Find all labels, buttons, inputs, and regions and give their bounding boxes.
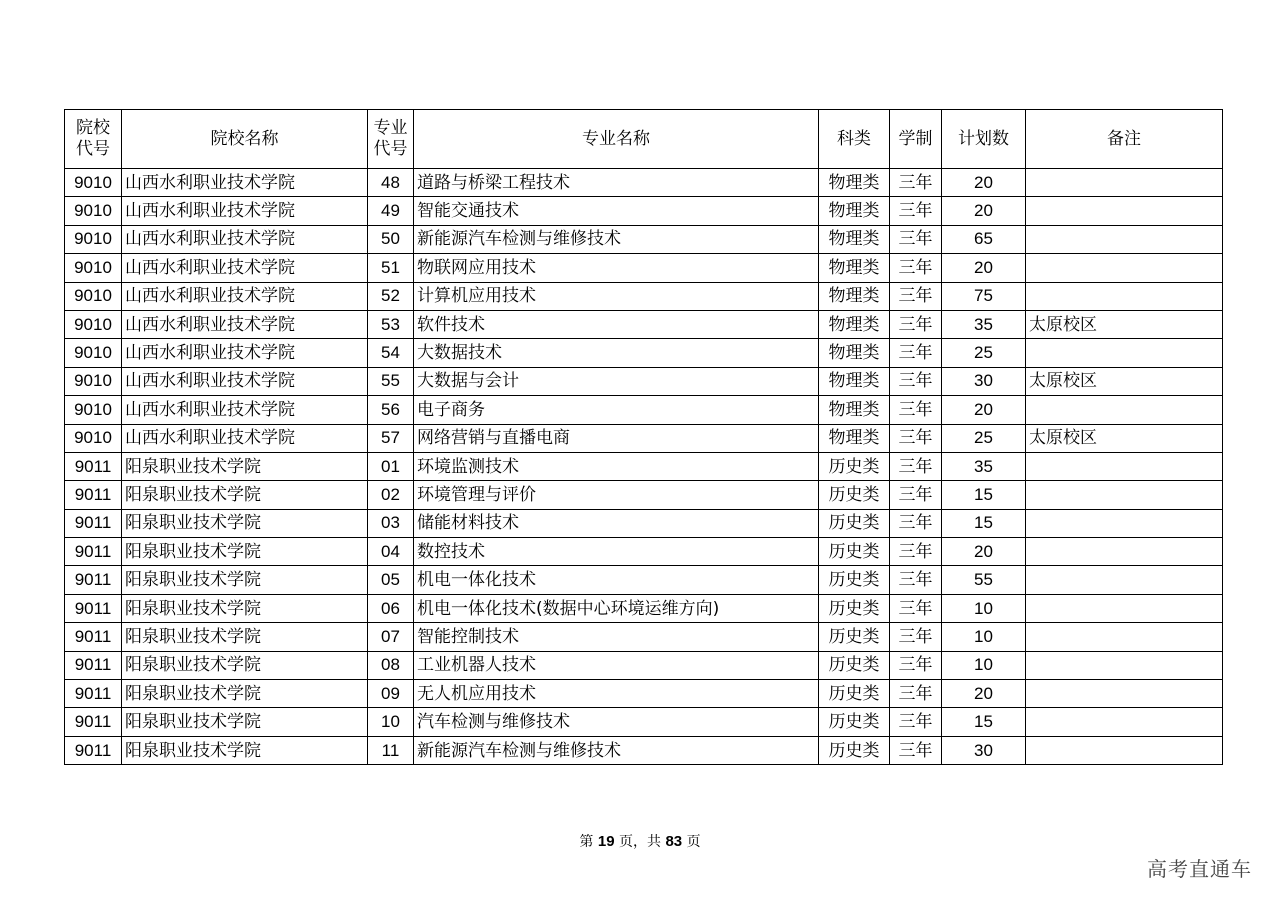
cell-school-code: 9011 [65,708,122,736]
header-duration: 学制 [890,110,942,169]
cell-major-code: 03 [368,509,414,537]
table-row [65,566,1223,594]
cell-school-name: 阳泉职业技术学院 [122,651,368,679]
cell-school-code: 9011 [65,452,122,480]
cell-duration: 三年 [890,623,942,651]
cell-major-code: 09 [368,680,414,708]
cell-school-name: 山西水利职业技术学院 [122,396,368,424]
header-major-code-line2: 代号 [373,139,408,159]
cell-category: 物理类 [819,169,890,197]
cell-major-name: 储能材料技术 [414,509,819,537]
cell-duration: 三年 [890,424,942,452]
cell-category: 物理类 [819,396,890,424]
cell-remarks [1026,169,1223,197]
cell-category: 历史类 [819,736,890,764]
cell-school-code: 9010 [65,310,122,338]
cell-major-name: 智能交通技术 [414,197,819,225]
cell-school-name: 阳泉职业技术学院 [122,680,368,708]
cell-duration: 三年 [890,452,942,480]
cell-major-code: 08 [368,651,414,679]
table-row [65,424,1223,452]
cell-major-code: 01 [368,452,414,480]
cell-duration: 三年 [890,594,942,622]
cell-plan-count: 25 [942,424,1026,452]
cell-school-code: 9011 [65,481,122,509]
cell-major-name: 机电一体化技术 [414,566,819,594]
header-school-name: 院校名称 [122,110,368,169]
cell-school-name: 阳泉职业技术学院 [122,736,368,764]
cell-school-name: 阳泉职业技术学院 [122,708,368,736]
table-row [65,708,1223,736]
cell-school-code: 9011 [65,680,122,708]
cell-category: 物理类 [819,254,890,282]
table-row [65,680,1223,708]
cell-school-code: 9011 [65,623,122,651]
header-plan-count: 计划数 [942,110,1026,169]
cell-duration: 三年 [890,197,942,225]
cell-school-name: 阳泉职业技术学院 [122,594,368,622]
cell-remarks [1026,736,1223,764]
cell-duration: 三年 [890,169,942,197]
table-row [65,623,1223,651]
table-row [65,481,1223,509]
page-footer [0,831,1280,851]
cell-school-name: 山西水利职业技术学院 [122,282,368,310]
cell-school-name: 山西水利职业技术学院 [122,225,368,253]
cell-category: 物理类 [819,197,890,225]
cell-plan-count: 75 [942,282,1026,310]
cell-plan-count: 20 [942,396,1026,424]
cell-category: 历史类 [819,566,890,594]
cell-category: 历史类 [819,623,890,651]
header-major-code-line1: 专业 [373,118,408,138]
cell-category: 物理类 [819,424,890,452]
cell-major-name: 智能控制技术 [414,623,819,651]
admission-plan-table [64,109,1223,765]
cell-plan-count: 35 [942,452,1026,480]
cell-category: 物理类 [819,225,890,253]
cell-category: 物理类 [819,310,890,338]
cell-school-name: 阳泉职业技术学院 [122,481,368,509]
cell-major-code: 05 [368,566,414,594]
cell-plan-count: 15 [942,708,1026,736]
header-school-code-line1: 院校 [76,118,110,138]
table-row [65,651,1223,679]
cell-major-code: 57 [368,424,414,452]
cell-duration: 三年 [890,680,942,708]
cell-category: 物理类 [819,367,890,395]
cell-major-code: 48 [368,169,414,197]
cell-category: 历史类 [819,481,890,509]
table-row [65,339,1223,367]
cell-plan-count: 20 [942,680,1026,708]
cell-school-name: 山西水利职业技术学院 [122,169,368,197]
cell-school-code: 9011 [65,538,122,566]
cell-school-code: 9011 [65,594,122,622]
cell-school-name: 山西水利职业技术学院 [122,254,368,282]
cell-major-name: 道路与桥梁工程技术 [414,169,819,197]
cell-major-name: 无人机应用技术 [414,680,819,708]
cell-major-name: 新能源汽车检测与维修技术 [414,736,819,764]
footer-prefix: 第 [579,834,598,850]
cell-major-code: 49 [368,197,414,225]
cell-plan-count: 10 [942,594,1026,622]
cell-category: 历史类 [819,594,890,622]
cell-plan-count: 10 [942,623,1026,651]
header-row [65,110,1223,169]
cell-school-code: 9011 [65,509,122,537]
cell-major-name: 环境监测技术 [414,452,819,480]
cell-major-code: 02 [368,481,414,509]
cell-school-code: 9010 [65,197,122,225]
cell-school-name: 山西水利职业技术学院 [122,367,368,395]
cell-school-code: 9011 [65,651,122,679]
header-major-code [368,110,414,169]
cell-remarks [1026,566,1223,594]
cell-category: 历史类 [819,651,890,679]
header-remarks: 备注 [1026,110,1223,169]
cell-school-code: 9011 [65,566,122,594]
cell-major-code: 06 [368,594,414,622]
cell-duration: 三年 [890,538,942,566]
cell-remarks: 太原校区 [1026,310,1223,338]
cell-school-name: 阳泉职业技术学院 [122,538,368,566]
cell-category: 历史类 [819,680,890,708]
cell-major-name: 工业机器人技术 [414,651,819,679]
cell-school-name: 山西水利职业技术学院 [122,424,368,452]
cell-major-name: 新能源汽车检测与维修技术 [414,225,819,253]
cell-school-name: 阳泉职业技术学院 [122,452,368,480]
table-row [65,538,1223,566]
cell-duration: 三年 [890,225,942,253]
cell-plan-count: 20 [942,538,1026,566]
watermark: 高考直通车 [1147,857,1252,881]
cell-remarks [1026,594,1223,622]
table-row [65,452,1223,480]
cell-major-code: 53 [368,310,414,338]
cell-remarks [1026,481,1223,509]
cell-school-code: 9010 [65,396,122,424]
cell-major-name: 机电一体化技术(数据中心环境运维方向) [414,594,819,622]
cell-remarks [1026,452,1223,480]
header-category: 科类 [819,110,890,169]
header-school-code-line2: 代号 [76,139,110,159]
cell-major-name: 计算机应用技术 [414,282,819,310]
cell-category: 历史类 [819,538,890,566]
footer-total-pages: 83 [665,833,683,850]
cell-plan-count: 65 [942,225,1026,253]
table-row [65,225,1223,253]
cell-remarks [1026,651,1223,679]
cell-category: 物理类 [819,339,890,367]
cell-major-name: 大数据与会计 [414,367,819,395]
cell-school-name: 阳泉职业技术学院 [122,509,368,537]
table-row [65,594,1223,622]
cell-remarks [1026,680,1223,708]
table-row [65,197,1223,225]
cell-remarks: 太原校区 [1026,367,1223,395]
cell-major-name: 软件技术 [414,310,819,338]
cell-school-name: 山西水利职业技术学院 [122,197,368,225]
cell-duration: 三年 [890,566,942,594]
cell-major-name: 汽车检测与维修技术 [414,708,819,736]
cell-plan-count: 30 [942,736,1026,764]
table-row [65,396,1223,424]
cell-plan-count: 20 [942,169,1026,197]
cell-major-name: 大数据技术 [414,339,819,367]
table-row [65,509,1223,537]
cell-school-code: 9010 [65,169,122,197]
footer-page-number: 19 [597,833,615,850]
cell-remarks: 太原校区 [1026,424,1223,452]
cell-school-code: 9010 [65,254,122,282]
cell-major-code: 56 [368,396,414,424]
cell-duration: 三年 [890,310,942,338]
cell-school-name: 阳泉职业技术学院 [122,623,368,651]
cell-duration: 三年 [890,367,942,395]
cell-category: 历史类 [819,452,890,480]
cell-major-code: 55 [368,367,414,395]
cell-category: 物理类 [819,282,890,310]
cell-duration: 三年 [890,339,942,367]
footer-suffix: 页 [682,834,701,850]
cell-school-name: 山西水利职业技术学院 [122,310,368,338]
cell-major-code: 51 [368,254,414,282]
cell-remarks [1026,197,1223,225]
cell-major-code: 07 [368,623,414,651]
table-row [65,169,1223,197]
cell-major-name: 电子商务 [414,396,819,424]
cell-remarks [1026,282,1223,310]
cell-major-name: 网络营销与直播电商 [414,424,819,452]
cell-plan-count: 55 [942,566,1026,594]
cell-remarks [1026,225,1223,253]
cell-school-name: 阳泉职业技术学院 [122,566,368,594]
cell-plan-count: 15 [942,481,1026,509]
cell-plan-count: 35 [942,310,1026,338]
cell-duration: 三年 [890,481,942,509]
cell-school-code: 9010 [65,367,122,395]
footer-middle: 页，共 [614,834,666,850]
table-row [65,282,1223,310]
cell-duration: 三年 [890,254,942,282]
cell-school-code: 9010 [65,225,122,253]
table-row [65,367,1223,395]
table-row [65,736,1223,764]
cell-plan-count: 20 [942,254,1026,282]
cell-remarks [1026,623,1223,651]
table-body [65,169,1223,765]
cell-major-code: 52 [368,282,414,310]
cell-duration: 三年 [890,282,942,310]
cell-major-code: 11 [368,736,414,764]
cell-school-code: 9010 [65,282,122,310]
cell-school-name: 山西水利职业技术学院 [122,339,368,367]
cell-remarks [1026,708,1223,736]
cell-duration: 三年 [890,708,942,736]
cell-school-code: 9010 [65,339,122,367]
cell-school-code: 9011 [65,736,122,764]
table-row [65,310,1223,338]
cell-category: 历史类 [819,708,890,736]
cell-duration: 三年 [890,396,942,424]
cell-duration: 三年 [890,651,942,679]
cell-major-code: 10 [368,708,414,736]
cell-school-code: 9010 [65,424,122,452]
cell-plan-count: 25 [942,339,1026,367]
table-row [65,254,1223,282]
cell-remarks [1026,396,1223,424]
cell-remarks [1026,254,1223,282]
cell-major-code: 54 [368,339,414,367]
cell-major-name: 物联网应用技术 [414,254,819,282]
cell-major-code: 50 [368,225,414,253]
header-major-name: 专业名称 [414,110,819,169]
cell-remarks [1026,339,1223,367]
cell-category: 历史类 [819,509,890,537]
cell-major-name: 数控技术 [414,538,819,566]
cell-duration: 三年 [890,509,942,537]
header-school-code [65,110,122,169]
cell-remarks [1026,509,1223,537]
cell-major-code: 04 [368,538,414,566]
cell-plan-count: 20 [942,197,1026,225]
cell-major-name: 环境管理与评价 [414,481,819,509]
cell-plan-count: 30 [942,367,1026,395]
cell-duration: 三年 [890,736,942,764]
cell-plan-count: 15 [942,509,1026,537]
cell-plan-count: 10 [942,651,1026,679]
cell-remarks [1026,538,1223,566]
